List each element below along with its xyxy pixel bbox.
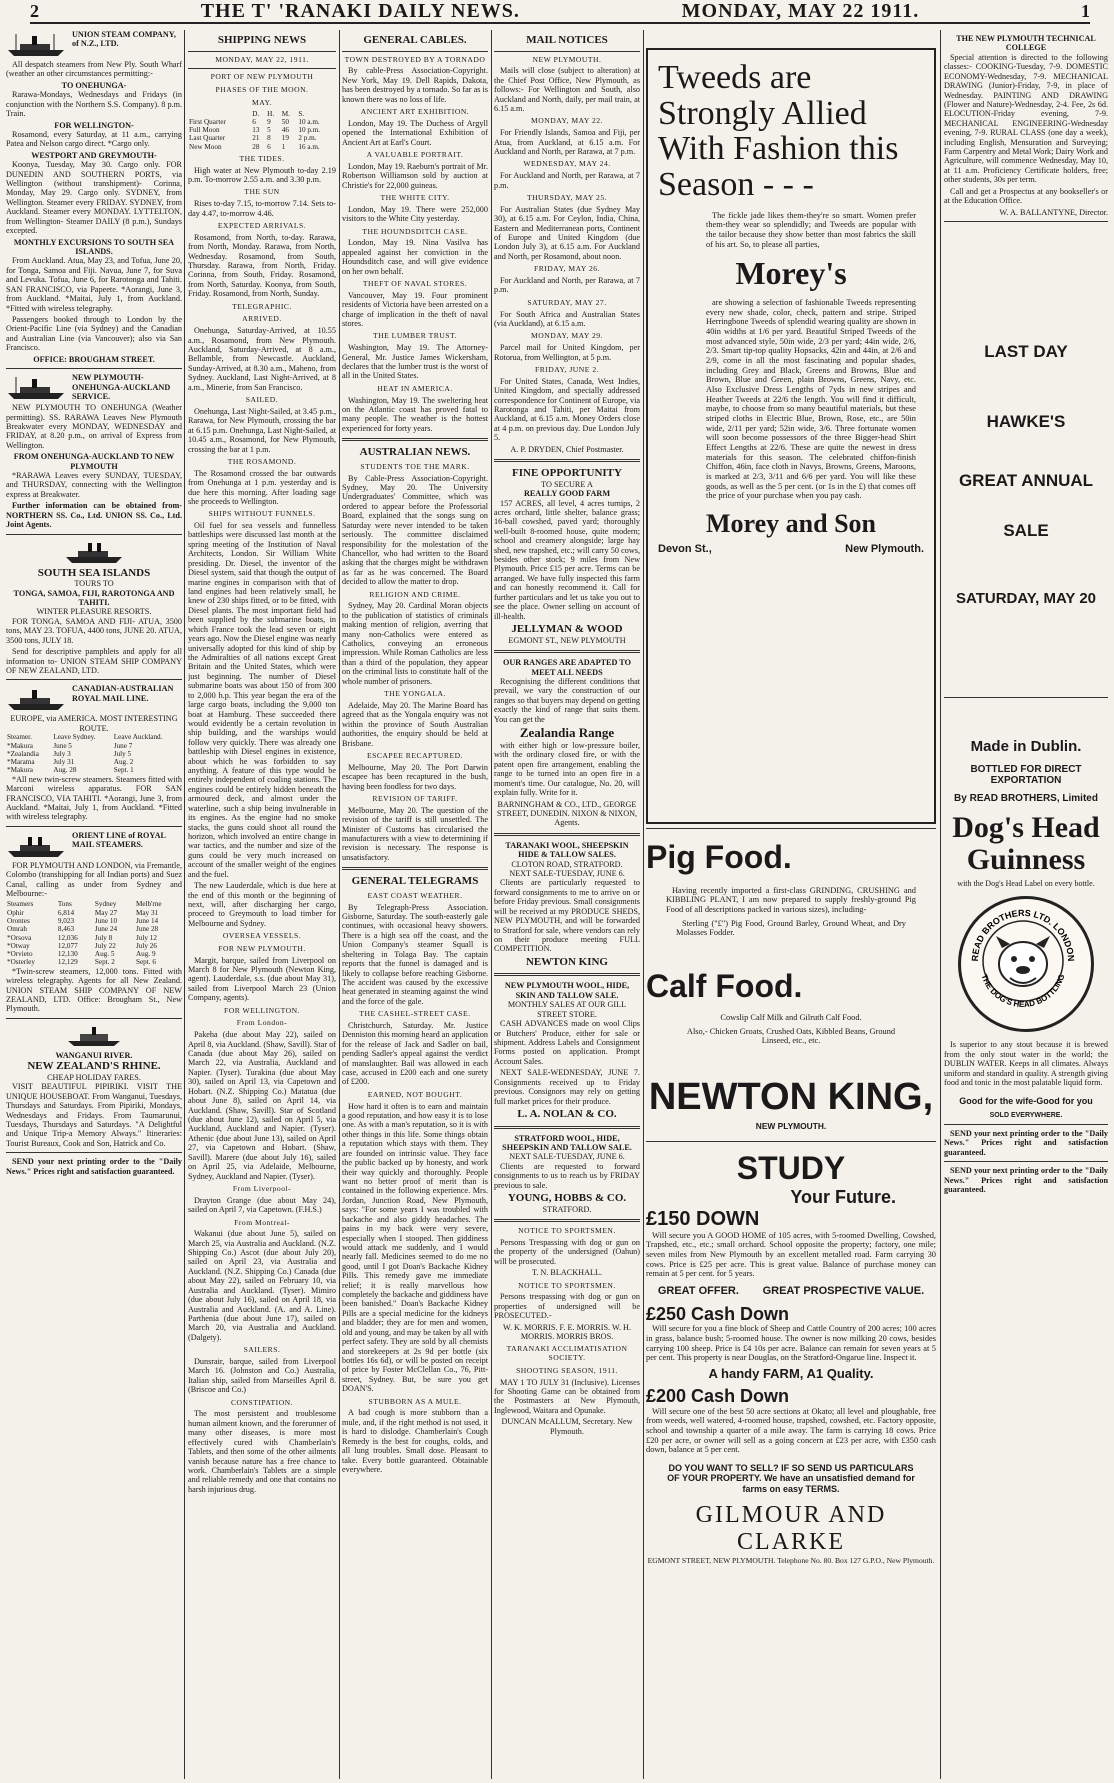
morey-signature: Morey and Son: [706, 508, 876, 538]
onehunga-text: Rarawa-Mondays, Wednesdays and Fridays (in conjunction with the Northern S.S. Company). 8 p.m. Train.: [6, 90, 182, 119]
table-row: Omrah 8,463 June 24 June 28: [7, 925, 159, 934]
sportsmen-heading: NOTICE TO SPORTSMEN.: [518, 1226, 616, 1236]
good-for: Good for the wife-Good for you: [959, 1095, 1093, 1106]
from-london-text: Pakeha (due about May 22), sailed on April 8, via Auckland. (Shaw, Savill). Star of Canada (due about May 26), sailed on March 22, via Australia, Auckland and Napier. (Tyser). Turakina (due about May 30), sailed on April 13, via Capetown and Hobart. (N.Z. Shipping Co.) Matatua (due about June 8), sailed on April 14, via Auckland. (Shaw, Savill). Star of Scotland (due about June 12), sailed on April 5, via Auckland, Auckland and Napier. (Tyser). Athenic (due about June 13), sailed on April 27, via Capetown and Hobart. (Shaw, Savill). Marere (due about July 16), sailed on April 25, via Adelaide, Melbourne, Sydney, Auckland and Napier. (Tyser).: [188, 1030, 336, 1181]
calf-food-heading: Calf Food.: [646, 968, 803, 1005]
earned-heading: EARNED, NOT BOUGHT.: [367, 1089, 463, 1099]
label-line: with the Dog's Head Label on every bottle.: [957, 879, 1095, 889]
wanganui-heading: WANGANUI RIVER.: [55, 1050, 133, 1060]
table-row: *Otway 12,077 July 22 July 26: [7, 941, 157, 950]
tariff-text: Melbourne, May 20. The question of the revision of the tariff is still unsettled. The Minister of Customs has circularised the manufacturers with a view to determining if revision is necessary. The response is unsatisfactory.: [342, 805, 488, 862]
column-mail-notices: [494, 30, 640, 1779]
whitecity-text: London, May 19. There were 252,000 visitors to the White City yesterday.: [342, 204, 488, 224]
further-info: Further information can be obtained from- NORTHERN SS. Co., Ltd. UNION SS. Co., Ltd. Joint Agents.: [6, 501, 182, 530]
young-hobbs: YOUNG, HOBBS & CO.: [507, 1192, 627, 1205]
page-number: 2: [30, 0, 39, 21]
calf-food-text: Cowslip Calf Milk and Gilruth Calf Food.: [720, 1012, 862, 1022]
stratford-heading: STRATFORD WOOL, HIDE, SHEEPSKIN AND TALLOW SALE.: [502, 1133, 632, 1153]
column-rule: [184, 30, 185, 1779]
houndsditch-heading: THE HOUNDSDITCH CASE.: [362, 226, 468, 236]
monthly-heading: MONTHLY EXCURSIONS TO SOUTH SEA ISLANDS.: [13, 237, 175, 257]
column-rule: [643, 30, 644, 1779]
sportsmen-text: Persons Trespassing with dog or gun on the property of the undersigned (Oahun) will be prosecuted.: [494, 1237, 640, 1266]
ranges-heading: OUR RANGES ARE ADAPTED TO MEET ALL NEEDS: [503, 658, 631, 677]
expected-text: Rosamond, from North, to-day. Rarawa, from North, Monday. Rarawa, from North, Wednesday. Rosamond, from South, Thursday. Rarawa, from North, Friday. Corinna, from South, Friday. Rosamond, from North, Saturday. Koonya, from South, Friday. Rosamond, from North, Sunday.: [188, 232, 336, 299]
from-montreal-text: Wakanui (due about June 5), sailed on March 25, via Australia and Auckland. (N.Z. Shipping Co.) Ascot (due about July 20), sailed on April 23, via Australia and Auckland. (N.Z. Shipping Co.) Canada (due about May 22), sailed on February 10, via Australia and Auckland. (Tyser). Mimiro (due about July 16), sailed on April 18, via Australia and Auckland. (A. and A. Line). Parthenia (due about June 17), sailed on March 20, via Australia and Auckland. (Dalgety).: [188, 1229, 336, 1342]
column-rule: [339, 30, 340, 1779]
table-row: *Makura June 5 June 7: [7, 741, 133, 750]
opportunity-farm: REALLY GOOD FARM: [523, 489, 611, 499]
riverboat-icon: [44, 1023, 144, 1049]
mail-mon: MONDAY, MAY 22.: [531, 116, 603, 126]
moon-month: MAY.: [252, 97, 272, 107]
ships-text: Oil fuel for sea vessels and funnelless battleships were discussed last month at the spring meeting of the Institution of Naval Architects, London. Sir William White presiding. Dr. Diesel, the inventor of the Diesel system, said that though the output of marine engines in comparison with that of land engines had been relatively small, he knew of 230 ships fitted, or to be fitted, with Diesel plants. The most important field had been supplied by the submarine boats, in which France took the lead seven or eight years ago. Now the Diesel engine was nearly universally adopted for this kind of ship by the Admiralties of all nations except Great Britain and the United States, which were just beginning. The number of Diesel submarine boats was about 150 of from 300 to 2,000 h.p. This year began the era of the large cargo boats, including the 9,000 ton boat at Hamburg. These succeeded there would evidently be a certain revolution in ship building, and the warships would follow very quickly. There was already one battleship with Diesel engines in existence, about which he was forbidden to say anything. A feature of this type would be entirely independent of coaling stations. The engines could be entirely hidden beneath the armoured deck, and almost under the waterline, such a ship being invulnerable in its engines. As the engine had no smoke stacks, the guns could shoot all round the horizon, which involved an entire change in war tactics, and the number and size of the guns could be very much increased on account of the smaller weight of the engines and the fuel.: [188, 521, 336, 879]
rosamond-heading: THE ROSAMOND.: [227, 456, 297, 466]
study-heading: STUDY: [736, 1150, 846, 1187]
np-wool-text: CASH ADVANCES made on wool Clips or Butchers' Produce, either for sale or shipment. Address Labels and Consignment Forms posted on application. Prompt Account Sales.: [494, 1019, 640, 1066]
winter-send: Send for descriptive pamphlets and apply for all information to- UNION STEAM SHIP COMPANY OF NEW ZEALAND, LTD.: [6, 647, 182, 675]
constipation-heading: CONSTIPATION.: [230, 1397, 294, 1407]
cash-200: £200 Cash Down: [646, 1385, 790, 1406]
guinness-text: Is superior to any stout because it is brewed from the only stout water in the world; the DUBLIN WATER. Keeps in all climates. Always uniform and standard in quality. A strength giving food and tonic in the most palatable liquid form.: [944, 1040, 1108, 1088]
morey-headline: Tweeds are Strongly Allied With Fashion this Season - - -: [658, 59, 899, 204]
morey-name: Morey's: [735, 255, 847, 292]
shipping-news-heading: SHIPPING NEWS: [217, 34, 307, 46]
westport-heading: WESTPORT AND GREYMOUTH-: [31, 150, 157, 160]
sailers-heading: SAILERS.: [243, 1345, 281, 1355]
lumber-text: Washington, May 19. The Attorney-General, Mr. Justice James Wickersham, declares that the lumber trust is the worst of all in the United States.: [342, 343, 488, 381]
gilmour-address: EGMONT STREET, NEW PLYMOUTH. Telephone No. 80. Box 127 G.P.O., New Plymouth.: [647, 1556, 935, 1566]
ships-heading: SHIPS WITHOUT FUNNELS.: [208, 509, 316, 519]
mail-mon29: MONDAY, MAY 29.: [531, 331, 603, 341]
from-liverpool-heading: From Liverpool-: [232, 1183, 292, 1193]
from-montreal-heading: From Montreal-: [234, 1217, 290, 1227]
pig-food-heading: Pig Food.: [646, 839, 792, 875]
study-sub: Your Future.: [790, 1186, 896, 1207]
sell-question: DO YOU WANT TO SELL? IF SO SEND US PARTICULARS OF YOUR PROPERTY. We have an unsatisfied demand for farms on easy TERMS.: [667, 1462, 915, 1494]
for-np-text: Margit, barque, sailed from Liverpool on March 8 for New Plymouth (Newton King, agent). Lauderdale, s.s. (due about May 31), sailed from Liverpool March 23 (Union Company, agents).: [188, 955, 336, 1003]
printing-order-notice: SEND your next printing order to the "Daily News." Prices right and satisfaction guaranteed.: [944, 1128, 1108, 1157]
port-heading: PORT OF NEW PLYMOUTH: [210, 72, 314, 82]
table-row: Orontes 9,023 June 10 June 14: [7, 917, 159, 926]
students-text: By Cable-Press Association-Copyright. Sydney, May 20. The University Undergraduates' Committee, which was ordered to appear before the Professorial Board, explained that the songs sung on Saturday were never intended to be taken seriously. The committee disclaimed responsibility for the molestation of the Chancellor, who had written to the Board asking that the charges might be withdrawn as far as he was concerned. The Board decided to allow the matter to drop.: [342, 473, 488, 587]
earned-text: How hard it often is to earn and maintain a good reputation, and how easy it is to lose one. As with a man's reputation, so it is with other things in this life. Some things obtain a reputation which stays with them. They are founded on intrinsic value. They face the public backed up by honesty, and work their way quickly and thoroughly. People want no better proof of merit than is contained in the following experience. Mrs. Jordan, Junction Road, New Plymouth, says: "For some years I was troubled with backache and also giddy headaches. The pains in my back were very severe, especially when I stooped. Then giddiness would attack me suddenly, and I would nearly fall. Medicines seemed to do me no good, until I got Doan's Backache Kidney Pills. This remedy gave me immediate relief; it is really marvellous how completely the backache and giddiness have been banished." Doan's Backache Kidney Pills are a special medicine for the kidneys and bladder; they are for men and women, old and young, and may be taken by all with perfect safety. They are sold by all chemists and storekeepers at 2s 9d per bottle (six bottles 16s 6d), or will be posted on receipt of price by Foster McClellan Co., 76, Pitt-street, Sydney. But, be sure you get DOAN'S.: [342, 1101, 488, 1394]
canadian-sailings-table: [6, 733, 182, 774]
accl-sub: SHOOTING SEASON, 1911.: [516, 1365, 618, 1375]
made-in-dublin: Made in Dublin.: [970, 738, 1082, 756]
sportsmen-sig: T. N. BLACKHALL.: [531, 1268, 603, 1278]
logo-top-text: READ BROTHERS LTD. LONDON: [969, 908, 1077, 962]
steamship-icon: [44, 539, 144, 565]
union-office: OFFICE: BROUGHAM STREET.: [33, 354, 155, 364]
newspaper-title: THE T' 'RANAKI DAILY NEWS.: [200, 0, 520, 22]
morey-advert: [646, 48, 936, 824]
newton-king-small: NEWTON KING: [525, 955, 608, 968]
mail-thu-text: For Australian States (due Sydney May 30), at 6.15 a.m. For Ceylon, India, China, Eastern and Mediterranean ports, Continent of Europe and United Kingdom (due London July 3), at 6.15 a.m. For Auckland and North, per Rosamond, about noon.: [494, 204, 640, 261]
orient-heading: ORIENT LINE of ROYAL MAIL STEAMERS.: [72, 830, 166, 850]
table-row: *Marama July 31 Aug. 2: [7, 758, 134, 767]
telegraphic-heading: TELEGRAPHIC.: [232, 301, 292, 311]
constipation-text: The most persistent and troublesome human ailment known, and the forerunner of many other diseases, is more most effectively cured with Chamberlain's Tablets, and then some of the other ailments vanish because nature has a free chance to work. Chamberlain's Tablets are a simple and reliable remedy and one that contains no harsh injurious drug.: [188, 1409, 336, 1494]
column-large-ads: [646, 30, 936, 1779]
column-general-cables: [342, 30, 488, 1779]
jellyman-address: EGMONT ST., NEW PLYMOUTH: [508, 635, 626, 645]
technical-college-heading: THE NEW PLYMOUTH TECHNICAL COLLEGE: [956, 34, 1096, 53]
sportsmen2-heading: NOTICE TO SPORTSMEN.: [518, 1280, 616, 1290]
opportunity-heading: FINE OPPORTUNITY: [512, 467, 622, 480]
table-row: Last Quarter 21 8 19 2 p.m.: [189, 134, 317, 143]
tornado-text: By cable-Press Association-Copyright. New York, May 19. Dell Rapids, Dakota, has been destroyed by a tornado. So far as is known there was no loss of life.: [342, 66, 488, 104]
whitecity-heading: THE WHITE CITY.: [380, 193, 450, 203]
steamship-icon: [6, 686, 66, 712]
table-row: D. H. M. S.: [252, 109, 305, 118]
westport-text: Koonya, Tuesday, May 30. Cargo only. FOR DUNEDIN AND SOUTHERN PORTS, via Wellington (without transhipment)- Corinna, Monday, May 29. Cargo only. SYDNEY, from Wellington. Steamer every FRIDAY. SYDNEY, from Auckland. Steamer every MONDAY. LYTTELTON, from Wellington- Steamer DAILY (8 p.m.), Sundays excepted.: [6, 160, 182, 236]
column-rule: [940, 30, 941, 1779]
union-heading: UNION STEAM COMPANY, of N.Z., LTD.: [72, 30, 176, 49]
mail-fri: FRIDAY, MAY 26.: [533, 264, 601, 274]
table-row: First Quarter 6 9 50 10 a.m.: [189, 117, 320, 126]
opportunity-sub: TO SECURE A: [541, 479, 593, 489]
students-heading: STUDENTS TOE THE MARK.: [360, 461, 470, 471]
great-offer: GREAT OFFER.: [657, 1284, 739, 1297]
ranges-text: Recognising the different conditions that prevail, we vary the construction of our ranges so that buyers may depend on getting exactly the kind of range that suits them. You can get the: [494, 676, 640, 724]
overseas-heading: OVERSEA VESSELS.: [222, 931, 302, 941]
from-liverpool-text: Drayton Grange (due about May 24), sailed on April 7, via Capetown. (F.H.S.): [188, 1195, 336, 1215]
art-text: London, May 19. The Duchess of Argyll opened the International Exhibition of Ancient Art at Earl's Court.: [342, 118, 488, 147]
for-np-heading: FOR NEW PLYMOUTH.: [218, 943, 306, 953]
mail-mon29-text: Parcel mail for United Kingdom, per Rotorua, from Wellington, at 5 p.m.: [494, 343, 640, 362]
table-row: Steamers Tons Sydney Melb'rne: [7, 900, 162, 909]
mail-fri2-text: For United States, Canada, West Indies, United Kingdom, and specially addressed correspondence for Continent of Europe, via Rarotonga and Tahiti, per Maitai from Auckland, at 6.15 a.m. Money Orders close at 4 p.m. on previous day. Due London July 5.: [494, 376, 640, 443]
from-london-heading: From London-: [236, 1018, 288, 1028]
nolan: L. A. NOLAN & CO.: [517, 1107, 617, 1120]
east-coast-text: By Telegraph-Press Association. Gisborne, Saturday. The south-easterly gale continues, with occasional heavy showers. There is a high sea off the coast, and the Union Company's steamer Squall is sheltering in Tolaga Bay. The captain reports that the funnel is damaged and is likely to collapse before reaching Gisborne. The accident was caused by the excessive heat generated in steaming against the wind and the force of the gale.: [342, 902, 488, 1006]
bottled: BOTTLED FOR DIRECT EXPORTATION: [970, 763, 1082, 787]
yongala-text: Adelaide, May 20. The Marine Board has agreed that as the Yongala enquiry was not within the province of South Australian authorities, the enquiry should be held at Brisbane.: [342, 700, 488, 748]
expected-heading: EXPECTED ARRIVALS.: [217, 221, 307, 231]
mule-text: A bad cough is more stubborn than a mule, and, if the right method is not used, it is hard to dislodge. Chamberlain's Cough Remedy is the best for coughs, colds, and all lung troubles. Small dose. Pleasant to take. Every bottle guaranteed. Obtainable everywhere.: [342, 1408, 488, 1474]
last-day: LAST DAY: [984, 342, 1068, 362]
cashel-text: Christchurch, Saturday. Mr. Justice Denniston this morning heard an application for the release of Jack and Sadler on bail, pending Sadler's appeal against the verdict of manslaughter. Bail was allowed in each case, accused in £200 each and one surety of £200.: [342, 1020, 488, 1087]
rosamond-text: The Rosamond crossed the bar outwards from Onehunga at 1 p.m. yesterday and is due here this morning. After loading sage she proceeds to Wellington.: [188, 468, 336, 506]
table-row: Ophir 6,814 May 27 May 31: [7, 908, 159, 917]
by-read-brothers: By READ BROTHERS, Limited: [954, 792, 1098, 804]
printing-order-notice: SEND your next printing order to the "Daily News." Prices right and satisfaction guaranteed.: [6, 1157, 182, 1176]
arrived-heading: ARRIVED.: [242, 314, 282, 324]
cash-250: £250 Cash Down: [646, 1303, 790, 1324]
mail-notices-heading: MAIL NOTICES: [526, 34, 608, 46]
yongala-heading: THE YONGALA.: [384, 689, 446, 699]
mule-heading: STUBBORN AS A MULE.: [368, 1396, 462, 1406]
np-wool-next: NEXT SALE-WEDNESDAY, JUNE 7. Consignments received up to Friday previous. Consignors may rely on getting full market prices for their produce.: [494, 1068, 640, 1106]
page-marker: 1: [1080, 0, 1090, 21]
down-150: £150 DOWN: [646, 1207, 760, 1230]
printing-order-notice-2: SEND your next printing order to the "Daily News." Prices right and satisfaction guaranteed.: [944, 1166, 1108, 1194]
for-wgtn-heading: FOR WELLINGTON.: [224, 1005, 300, 1015]
portrait-heading: A VALUABLE PORTRAIT.: [366, 150, 464, 160]
morey-address-street: Devon St.,: [658, 542, 712, 555]
art-heading: ANCIENT ART EXHIBITION.: [360, 107, 470, 117]
heat-text: Washington, May 19. The sweltering heat on the Atlantic coast has proved fatal to many people. The weather is the hottest experienced for forty years.: [342, 395, 488, 433]
steamship-icon: [6, 32, 66, 58]
steamship-icon: [6, 833, 66, 859]
pig-food-text: Having recently imported a first-class GRINDING, CRUSHING and KIBBLING PLANT, I am now prepared to supply freshly-ground Pig Food of all descriptions packed in various sizes), including-: [666, 885, 916, 915]
portrait-text: London, May 19. Raeburn's portrait of Mr. Robertson Williamson sold by auction at Christie's for 22,000 guineas.: [342, 161, 488, 190]
postmaster: A. P. DRYDEN, Chief Postmaster.: [510, 444, 624, 454]
morey-intro: The fickle jade likes them-they're so smart. Women prefer them-they wear so splendidly; and Tweeds are popular with the tailor because they show better than most fabrics the skill of his art. So, to please all parties,: [706, 210, 916, 249]
wool-location: CLOTON ROAD, STRATFORD.: [511, 859, 623, 869]
morey-address-town: New Plymouth.: [845, 542, 924, 555]
table-row: *Osterley 12,129 Sept. 2 Sept. 6: [7, 958, 156, 967]
heat-heading: HEAT IN AMERICA.: [377, 383, 453, 393]
rhine-sub: CHEAP HOLIDAY FARES.: [47, 1072, 141, 1082]
moon-heading: PHASES OF THE MOON.: [215, 85, 309, 95]
column-right-ads: [944, 30, 1108, 1779]
mail-sat: SATURDAY, MAY 27.: [527, 297, 607, 307]
issue-date: MONDAY, MAY 22 1911.: [681, 0, 920, 22]
tides-heading: THE TIDES.: [239, 153, 285, 163]
canadian-heading: CANADIAN-AUSTRALIAN ROYAL MAIL LINE.: [72, 684, 174, 703]
newton-king-big: NEWTON KING,: [648, 1075, 934, 1118]
dogs-head-guinness: Dog's Head Guinness: [952, 811, 1100, 876]
orient-sailings-table: [6, 900, 182, 966]
column-shipping-news: [188, 30, 336, 1779]
winter-text: FOR TONGA, SAMOA AND FIJI- ATUA, 3500 tons, MAY 23. TOFUA, 4400 tons, JUNE 20. ATUA, 3500 tons, JULY 18.: [6, 616, 182, 645]
tornado-heading: TOWN DESTROYED BY A TORNADO: [344, 54, 486, 64]
mails-text: Mails will close (subject to alteration) at the Chief Post Office, New Plymouth, as follows:- For Wellington and South, also Auckland and North, daily, per mail train, at 6.15 a.m.: [494, 66, 640, 114]
mail-fri2: FRIDAY, JUNE 2.: [534, 364, 600, 374]
mail-np: NEW PLYMOUTH.: [532, 54, 602, 64]
handy-farm: A handy FARM, A1 Quality.: [708, 1365, 874, 1381]
south-sea-heading: SOUTH SEA ISLANDS: [37, 566, 151, 579]
arrived-text: Onehunga, Saturday-Arrived, at 10.55 a.m., Rosamond, from New Plymouth. Auckland, Saturday-Arrived, at 8 a.m., Bellamble, from Newcastle. Auckland, Sunday-Arrived, at 8.30 a.m., Maheno, from Sydney. Auckland, Last Night-Arrived, at 8 a.m., Minerie, from San Francisco.: [188, 326, 336, 392]
onehunga-heading: TO ONEHUNGA-: [61, 80, 127, 90]
houndsditch-text: London, May 19. Nina Vasilva has appealed against her conviction in the Houndsditch case, and will give evidence on her own behalf.: [342, 238, 488, 276]
hawke: HAWKE'S: [986, 411, 1066, 431]
union-intro: All despatch steamers from New Ply. South Wharf (weather an other circumstances permitting:-: [6, 60, 182, 79]
sold-everywhere: SOLD EVERYWHERE.: [989, 1111, 1063, 1119]
technical-college-call: Call and get a Prospectus at any bookseller's or at the Education Office.: [944, 186, 1108, 206]
east-coast-heading: EAST COAST WEATHER.: [367, 890, 463, 900]
table-row: Full Moon 13 5 46 10 p.m.: [189, 126, 321, 135]
cash-250-text: Will secure for you a fine block of Sheep and Cattle Country of 200 acres; 100 acres in grass, balance bush; 5-roomed house. The owner is now milking 20 cows, besides carrying 100 sheep. Price is £4 10s per acre. Balance can remain for seven years at 5 per cent. This property is near Douglas, on the Stratford-Ongarue line. Inspect it.: [646, 1324, 936, 1363]
pig-food-items: Sterling ("£") Pig Food, Ground Barley, Ground Wheat, and Dry Molasses Fodder.: [676, 918, 906, 938]
escapee-heading: ESCAPEE RECAPTURED.: [367, 750, 463, 760]
table-row: New Moon 28 6 1 16 a.m.: [189, 142, 320, 151]
orient-text: FOR PLYMOUTH AND LONDON, via Fremantle, Colombo (transhipping for all Indian ports) and Suez Canal, calling as under from Sydney and Melbourne:-: [6, 860, 182, 899]
mail-wed-text: For Auckland and North, per Rarawa, at 7 p.m.: [494, 171, 640, 190]
technical-college-text: Special attention is directed to the following classes:- COOKING-Tuesday, 7-9. DOMESTIC ECONOMY-Wednesday, 7-9. MECHANICAL DRAWING (Junior)-Friday, 7-9, in place of Wednesday. PAINTING AND DRAWING (Flower and Nature)-Wednesday, 2-4. Fee, 2s 6d. ELOCUTION-Friday evening, 7-9. MECHANICAL ENGINEERING-Wednesday evening, 7-9. RURAL CLASS (one day a week), including English, Mensuration and Surveying; Farm Carpentry and Metal Work; Dairy Work and Agriculture, will commence Wednesday, May 10, at 11 a.m. Proficiency Certificate holders, free; other students, 30s per term.: [944, 52, 1108, 185]
lumber-heading: THE LUMBER TRUST.: [373, 331, 457, 341]
jellyman-wood: JELLYMAN & WOOD: [511, 623, 623, 636]
stratford-text: Clients are requested to forward consignments to us to reach us by FRIDAY previous to sale.: [494, 1161, 640, 1190]
table-row: *Zealandia July 3 July 5: [7, 749, 132, 758]
mail-fri-text: For Auckland and North, per Rarawa, at 7 p.m.: [494, 275, 640, 295]
gilmour-clarke: GILMOUR AND CLARKE: [695, 1501, 887, 1556]
column-shipping-ads: [6, 30, 182, 1779]
sailed-text: Onehunga, Last Night-Sailed, at 3.45 p.m., Rarawa, for New Plymouth, crossing the bar at 6.15 p.m. Onehunga, Last Night-Sailed, at 10.45 a.m., Rosamond, for New Plymouth, crossing the bar at 1 p.m.: [188, 406, 336, 454]
rhine-text: VISIT BEAUTIFUL PIPIRIKI. VISIT THE UNIQUE HOUSEBOAT. From Wanganui, Tuesdays, Thursdays and Saturdays. From Pipiriki, Mondays, Wednesdays and Fridays. From Taumarunui, Tuesdays, Thursdays and Saturdays. "A Delightful and Unique Trip-a Memory Always." Itineraries: Tourist Bureaux, Cook and Son, Hatrick and Co.: [6, 1082, 182, 1148]
canadian-sub: EUROPE, via AMERICA. MOST INTERESTING ROUTE.: [10, 714, 178, 733]
orient-note: *Twin-screw steamers, 12,000 tons. Fitted with wireless telegraphy. Agents for all New Zealand. UNION STEAM SHIP COMPANY OF NEW ZEALAND, LTD. Office: Brougham St., New Plymouth.: [6, 966, 182, 1014]
wool-heading: TARANAKI WOOL, SHEEPSKIN HIDE & TALLOW SALES.: [505, 840, 629, 860]
stratford-next: NEXT SALE-TUESDAY, JUNE 6.: [509, 1152, 625, 1162]
zealandia-range: Zealandia Range: [519, 725, 615, 741]
column-rule: [491, 30, 492, 1779]
cashel-heading: THE CASHEL-STREET CASE.: [359, 1009, 471, 1019]
tariff-heading: REVISION OF TARIFF.: [372, 793, 458, 803]
dogs-head-logo: [958, 896, 1094, 1032]
great-value: GREAT PROSPECTIVE VALUE.: [762, 1284, 925, 1297]
mail-sat-text: For South Africa and Australian States (via Auckland), at 6.15 a.m.: [494, 309, 640, 328]
sportsmen2-sig: W. K. MORRIS. F. E. MORRIS. W. H. MORRIS. MORRIS BROS.: [502, 1322, 632, 1341]
barningham: BARNINGHAM & CO., LTD., GEORGE STREET, DUNEDIN. NIXON & NIXON, Agents.: [496, 799, 638, 828]
australian-news-heading: AUSTRALIAN NEWS.: [359, 446, 471, 459]
mail-thu: THURSDAY, MAY 25.: [526, 193, 608, 203]
moon-phases-table: [188, 110, 336, 151]
lauderdale-text: The new Lauderdale, which is due here at the end of this month or the beginning of next, will, after discharging her cargo, proceed to Greymouth to load timber for Melbourne and Sydney.: [188, 881, 336, 928]
from-onehunga-heading: FROM ONEHUNGA-AUCKLAND TO NEW PLYMOUTH: [13, 452, 175, 471]
sportsmen2-text: Persons trespassing with dog or gun on properties of undersigned will be PROSECUTED.-: [494, 1292, 640, 1321]
table-row: *Orvieto 12,130 Aug. 5 Aug. 9: [7, 950, 156, 959]
wellington-heading: FOR WELLINGTON-: [54, 120, 134, 130]
sun-heading: THE SUN: [244, 187, 280, 197]
down-150-text: Will secure you A GOOD HOME of 105 acres, with 5-roomed Dwelling, Cowshed, Trapshed, etc., etc.; small orchard. School opposite the property; factory, one mile; seven miles from New Plymouth by an excellent metalled road. Farm carrying 30 cows. Price is £25 per acre. This is great value. Balance of purchase money can remain at 5 per cent. for 5 years.: [646, 1230, 936, 1279]
mail-mon-text: For Friendly Islands, Samoa and Fiji, per Atua, from Auckland, at 6.15 a.m. For Auckland and North, per Rarawa, at 7 p.m.: [494, 128, 640, 157]
saturday-date: SATURDAY, MAY 20: [955, 590, 1097, 608]
technical-college-sig: W. A. BALLANTYNE, Director.: [999, 207, 1108, 217]
passengers-text: Passengers booked through to London by the Orient-Pacific Line (via Sydney) and the Canadian and Australian Line (via Vancouver); also via San Francisco.: [6, 314, 182, 353]
wool-next-sale: NEXT SALE-TUESDAY, JUNE 6.: [509, 869, 625, 879]
winter-heading: WINTER PLEASURE RESORTS.: [36, 607, 152, 617]
mail-wed: WEDNESDAY, MAY 24.: [523, 159, 611, 169]
nps-heading: NEW PLYMOUTH-ONEHUNGA-AUCKLAND SERVICE.: [72, 373, 171, 401]
south-sea-tours: TOURS TO: [74, 579, 114, 589]
accl-heading: TARANAKI ACCLIMATISATION SOCIETY.: [506, 1344, 628, 1363]
monthly-text: From Auckland. Atua, May 23, and Tofua, June 20, for Tonga, Samoa and Fiji. Navua, June 7, for Suva and Levuka. Tofua, June 6, for Rarotonga and Tahiti. SAN FRANCISCO, via Papeete. *Aorangi, June 3, from Auckland. *Maitai, July 1, from Auckland. *Fitted with wireless telegraphy.: [6, 256, 182, 313]
canadian-note: *All new twin-screw steamers. Steamers fitted with Marconi wireless apparatus. FOR SAN FRANCISCO, VIA TAHITI. *Aorangi, June 3, from Auckland. *Maitai, July 1, from Auckland. *Fitted with wireless telegraphy.: [6, 774, 182, 822]
from-onehunga-text: *RARAWA Leaves every SUNDAY, TUESDAY, and THURSDAY, connecting with the Wellington express at Breakwater.: [6, 471, 182, 499]
newton-king-location: NEW PLYMOUTH.: [755, 1120, 827, 1131]
steamship-icon: [6, 375, 66, 401]
young-hobbs-loc: STRATFORD.: [542, 1204, 592, 1214]
table-row: *Makura Aug. 28 Sept. 1: [7, 766, 134, 775]
accl-sig: DUNCAN McALLUM, Secretary. New Plymouth.: [501, 1417, 633, 1436]
opportunity-text: 157 ACRES, all level, 4 acres turnips, 2 acres orchard, little shelter, balance grass; 16-ball cowshed, paved yard; thoroughly well-built 8-roomed house, quite modern; school and creamery alongside; large hay shed, new trapshed, etc.; will carry 50 cows, besides other stock; 9 miles from New Plymouth. Price £15 per acre. Terms can be arranged. We have fully inspected this farm and can honestly recommend it. Call for further particulars and let us take you out to see the place. Owner selling on account of ill-health.: [494, 498, 640, 621]
cash-200-text: Will secure one of the best 50 acre sections at Okato; all level and ploughable, free from weeds, well watered, 4-roomed house, trapshed, cowshed, etc. Factory opposite, school and township a quarter of a mile away. The farm is carrying 18 cows. Price £20 per acre, or owner will sell as a going concern at £23 per acre, with £350 cash down, balance at 5 per cent.: [646, 1406, 936, 1455]
theft-text: Vancouver, May 19. Four prominent residents of Victoria have been arrested on a charge of implication in the theft of naval stores.: [342, 290, 488, 328]
logo-bottom-text: THE DOG'S HEAD BOTTLING: [979, 973, 1067, 1010]
escapee-text: Melbourne, May 20. The Port Darwin escapee has been recaptured in the bush, having been foodless for two days.: [342, 762, 488, 791]
general-telegrams-heading: GENERAL TELEGRAMS: [351, 875, 479, 888]
accl-text: MAY 1 TO JULY 31 (Inclusive). Licenses for Shooting Game can be obtained from the Postmasters at New Plymouth, Inglewood, Waitara and Opunake.: [494, 1377, 640, 1415]
religion-heading: RELIGION AND CRIME.: [369, 589, 461, 599]
np-wool-heading: NEW PLYMOUTH WOOL, HIDE, SKIN AND TALLOW SALE.: [504, 981, 630, 1000]
rhine-heading: NEW ZEALAND'S RHINE.: [27, 1060, 161, 1073]
masthead: [30, 0, 1090, 24]
shipping-date: MONDAY, MAY 22, 1911.: [215, 54, 309, 64]
wellington-text: Rosamond, every Saturday, at 11 a.m., carrying Patea and Nelson cargo direct. *Cargo only.: [6, 129, 182, 149]
zealandia-text: with either high or low-pressure boiler, with the ordinary closed fire, or with the patent open fire arrangement, enabling the range to be turned into an open fire in a moment's time. Our catalogue, No. 20, will explain fully. Write for it.: [494, 740, 640, 798]
bulldog-head-icon: [996, 936, 1050, 986]
wool-text: Clients are particularly requested to forward consignments to me to arrive on or before Friday previous. Small consignments will be received at my PRODUCE SHEDS, NEW PLYMOUTH, and will be forwarded to Stratford for sale, where vendors can rely on their produce meeting FULL COMPETITION.: [494, 878, 640, 954]
sailed-heading: SAILED.: [245, 395, 279, 405]
south-sea-places: TONGA, SAMOA, FIJI, RAROTONGA AND TAHITI.: [13, 588, 175, 608]
sale: SALE: [1003, 520, 1049, 540]
general-cables-heading: GENERAL CABLES.: [363, 34, 467, 46]
sun-text: Rises to-day 7.15, to-morrow 7.14. Sets to-day 4.47, to-morrow 4.46.: [188, 199, 336, 218]
tides-text: High water at New Plymouth to-day 2.19 p.m. To-morrow 2.55 a.m. and 3.30 p.m.: [188, 165, 336, 185]
theft-heading: THEFT OF NAVAL STORES.: [362, 278, 468, 288]
np-wool-sub: MONTHLY SALES AT OUR GILL STREET STORE.: [507, 1000, 627, 1019]
religion-text: Sydney, May 20. Cardinal Moran objects to the publication of statistics of criminals making mention of religion, averring that many non-Catholics were entered as Catholics, conveying an erroneous impression. While Roman Catholics are less than a third of the population, they appear on the criminal lists to constitute half of the whole number of prisoners.: [342, 601, 488, 686]
table-row: Steamer. Leave Sydney. Leave Auckland.: [7, 733, 163, 742]
sailers-text: Dunsrair, barque, sailed from Liverpool March 16. (Johnston and Co.) Australia, Italian ship, sailed from Marseilles April 8. (Briscoe and Co.): [188, 1357, 336, 1395]
calf-food-also: Also,- Chicken Groats, Crushed Oats, Kibbled Beans, Ground Linseed, etc., etc.: [686, 1026, 896, 1046]
nps-text: NEW PLYMOUTH TO ONEHUNGA (Weather permitting). SS. RARAWA Leaves New Plymouth Breakwater every MONDAY, WEDNESDAY and FRIDAY, at 8.20 p.m., on arrival of Express from Wellington.: [6, 403, 182, 450]
great-annual: GREAT ANNUAL: [958, 471, 1094, 491]
table-row: *Orsova 12,036 July 8 July 12: [7, 933, 157, 942]
morey-text: are showing a selection of fashionable Tweeds representing every new shade, color, check, pattern and stripe. Striped Herringbone Tweeds of splendid wearing quality are shown in 40in widths at 1/6 per yard. Beautiful Striped Tweeds of the most advanced style, 50in wide, 2/3 per yard; 44in wide, 2/6, 2/3. Smart tip-top quality Hopsacks, 42in and 44in, at 2/6 and 2/9, come in all the most fascinating and popular shades, including Grey and Black, Greens and Browns, Blue and Brown, Blue and Green, plain Browns, Greens, Navy, etc. Also Exclusive Dress Lengths of 7yds in new stripes and Heather Tweeds at 22/6 the length. You will find it difficult, maybe, to choose from so many beautiful materials, but these striped cloths in Electric Blue, Brown, Rose, etc., are 50in wide, 2/11 per yard; 52in wide, 3/6. Three fortunate women will soon become possessors of the three Bigger-head Shirt Effect Lengths at 22/6. These are quite the newest in dress materials for this season. The celebrated chiffon-finish Chiffon, 46in, face cloth in Navys, Browns, Greens, Maroons, is marked at 2/3, 3/11 and 6/6 per yard. You will like these goods, as well as the 5 per cent. (or 1s in the £) that comes off the price of your purchase when you pay cash.: [706, 298, 916, 501]
